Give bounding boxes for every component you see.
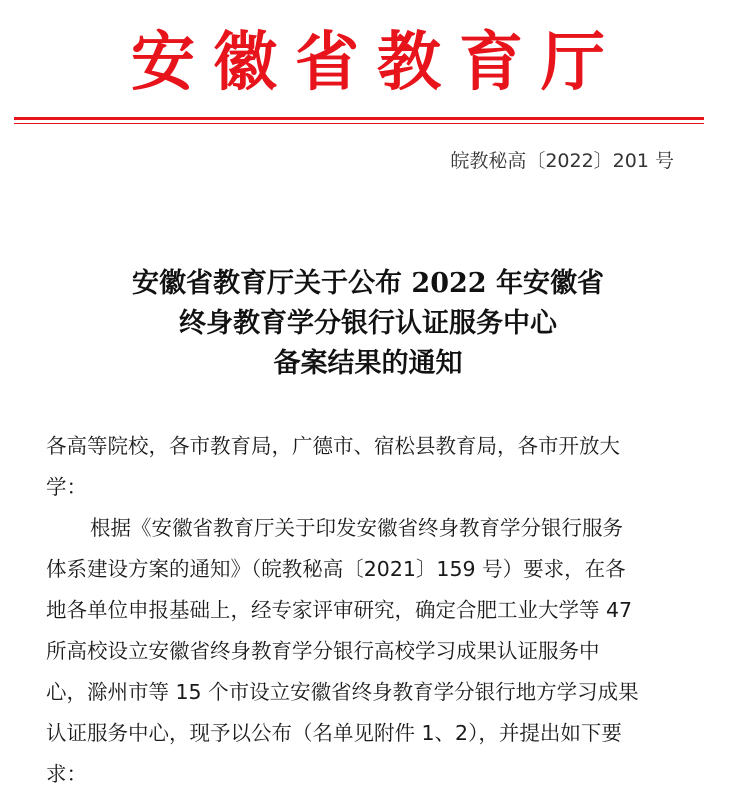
title-line-1: 安徽省教育厅关于公布 2022 年安徽省 — [132, 268, 604, 299]
agency-masthead: 安徽省教育厅 — [131, 25, 623, 100]
body-line-addressees: 各高等院校，各市教育局，广德市、宿松县教育局，各市开放大 — [46, 434, 620, 458]
body-line-paragraph-start: 根据《安徽省教育厅关于印发安徽省终身教育学分银行服务 — [90, 516, 623, 540]
title-line-3: 备案结果的通知 — [273, 348, 463, 379]
body-line-addressees-cont: 学： — [46, 475, 87, 499]
document-title — [0, 264, 736, 384]
body-line: 认证服务中心，现予以公布（名单见附件 1、2），并提出如下要 — [46, 721, 622, 745]
body-line: 体系建设方案的通知》（皖教秘高〔2021〕159 号）要求，在各 — [46, 557, 626, 581]
document-body — [46, 426, 686, 795]
body-line: 所高校设立安徽省终身教育学分银行高校学习成果认证服务中 — [46, 639, 600, 663]
body-line: 心，滁州市等 15 个市设立安徽省终身教育学分银行地方学习成果 — [46, 680, 639, 704]
masthead-rule-thin — [14, 123, 704, 124]
title-line-2: 终身教育学分银行认证服务中心 — [179, 308, 557, 339]
body-line: 求： — [46, 762, 87, 786]
document-number: 皖教秘高〔2022〕201 号 — [450, 150, 674, 172]
body-line: 地各单位申报基础上，经专家评审研究，确定合肥工业大学等 47 — [46, 598, 633, 622]
masthead-rule-thick — [14, 117, 704, 120]
